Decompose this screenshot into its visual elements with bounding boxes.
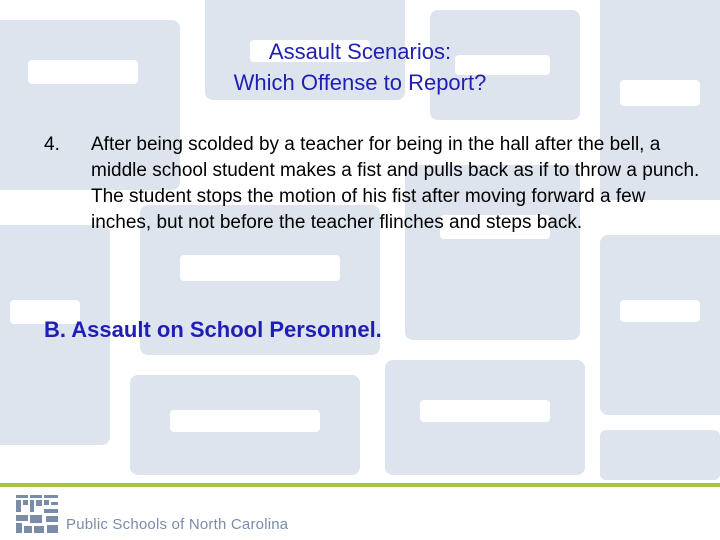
answer-text: B. Assault on School Personnel.: [44, 317, 382, 342]
footer-divider: [0, 483, 720, 487]
item-number: 4.: [44, 134, 60, 155]
slide-title: [0, 36, 720, 98]
title-line-1: Assault Scenarios:: [268, 39, 452, 64]
nc-schools-logo-icon: [14, 493, 62, 535]
footer-org-name: Public Schools of North Carolina: [66, 516, 289, 533]
scenario-text: After being scolded by a teacher for being in the hall after the bell, a middle school student makes a fist and pulls back as if to throw a punch. The student stops the motion of his fist after moving forward a few inches, but not before the teacher flinches and steps back.: [91, 134, 700, 233]
title-line-2: Which Offense to Report?: [233, 70, 487, 95]
